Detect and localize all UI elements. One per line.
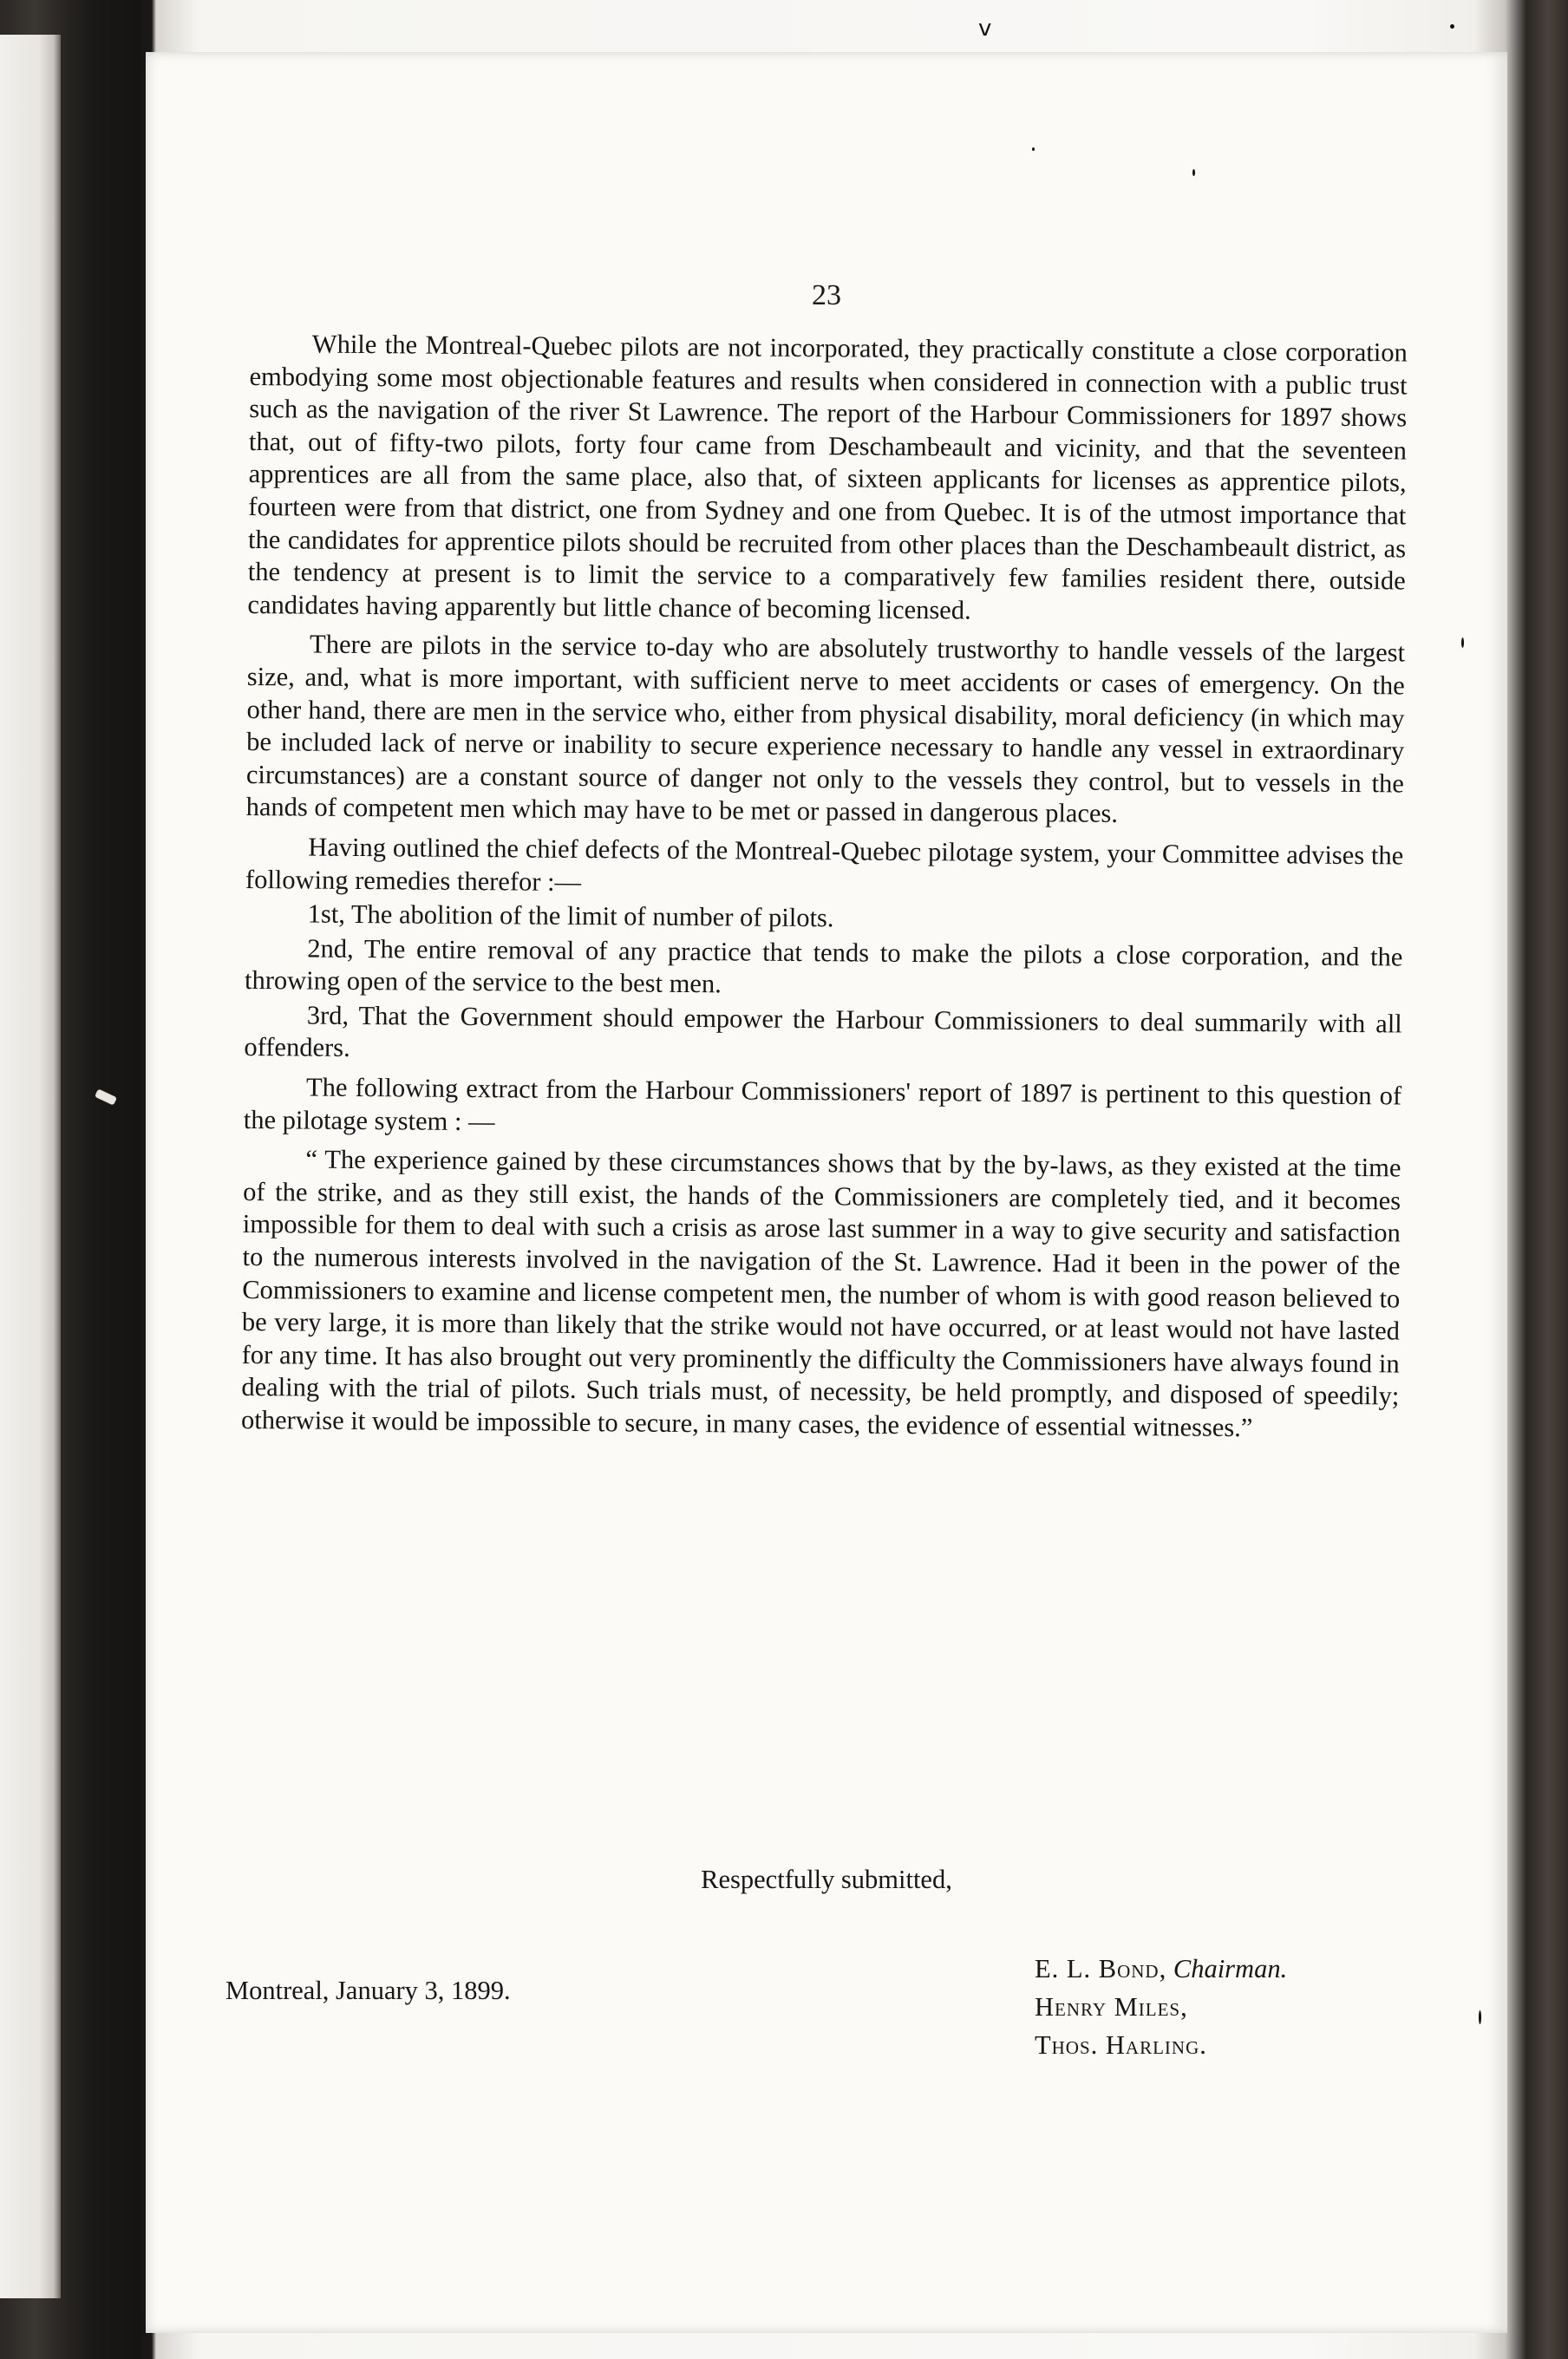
paragraph-pilots-corporation: While the Montreal-Quebec pilots are not incorporated, they practically constitute a close corporation embodying some most objectionable features and results when considered in connection with a public trust such as the navigation of the river St Lawrence. The report of the Harbour Commissioners for 1897 shows that, out of fifty-two pilots, forty four came from Deschambeault and vicinity, and that the seventeen apprentices are all from the same place, also that, of sixteen applicants for licenses as apprentice pilots, fourteen were from that district, one from Sydney and one from Quebec. It is of the utmost importance that the candidates for apprentice pilots should be recruited from other places than the Deschambeault district, as the tendency at present is to limit the service to a comparatively few families resident there, outside candidates having apparently but little chance of becoming licensed. bbox=[247, 329, 1408, 625]
remedy-item-2: 2nd, The entire removal of any practice that tends to make the pilots a close corporation, and the throwing open of the service to the best men. bbox=[244, 933, 1403, 999]
signatory-2 bbox=[1035, 1988, 1287, 2026]
remedy-item-1: 1st, The abolition of the limit of number of pilots. bbox=[307, 899, 834, 933]
dust-speck bbox=[1192, 169, 1195, 176]
document-page bbox=[146, 52, 1507, 2333]
date-line: Montreal, January 3, 1899. bbox=[225, 1976, 511, 2005]
page-edge-mark bbox=[95, 1088, 117, 1105]
body-text bbox=[241, 328, 1408, 1453]
signatory-name: Thos. Harling. bbox=[1035, 2030, 1207, 2060]
signatory-1 bbox=[1035, 1950, 1287, 1988]
paragraph-pilot-competence: There are pilots in the service to-day who are absolutely trustworthy to handle vessels of the largest size, and, what is more important, with sufficient nerve to meet accidents or cases of emergency. On the other hand, there are men in the service who, either from physical disability, moral deficiency (in which may be included lack of nerve or inability to secure experience necessary to handle any vessel in extraordinary circumstances) are a constant source of danger not only to the vessels they control, but to vessels in the hands of competent men which may have to be met or passed in dangerous places. bbox=[245, 629, 1406, 829]
dust-speck bbox=[1479, 2010, 1481, 2024]
closing-line: Respectfully submitted, bbox=[701, 1865, 952, 1894]
dust-speck bbox=[1450, 24, 1454, 29]
dust-speck bbox=[1032, 147, 1035, 151]
page-number: 23 bbox=[812, 279, 841, 311]
signatory-name: Henry Miles, bbox=[1035, 1992, 1188, 2022]
remedy-item-3: 3rd, That the Government should empower the Harbour Commissioners to deal summarily with all offenders. bbox=[244, 1000, 1402, 1063]
signatory-3 bbox=[1035, 2026, 1287, 2064]
top-margin-mark: v bbox=[978, 16, 992, 42]
paragraph-extract-intro: The following extract from the Harbour Commissioners' report of 1897 is pertinent to this question of the pilotage system : — bbox=[243, 1072, 1402, 1136]
adjacent-page-edge bbox=[0, 35, 61, 2298]
signatory-name: E. L. Bond, bbox=[1035, 1954, 1167, 1983]
paragraph-remedies-intro: Having outlined the chief defects of the Montreal-Quebec pilotage system, your Committee advises the following remedies therefor :— bbox=[245, 832, 1404, 897]
dust-speck bbox=[1461, 637, 1464, 648]
signatory-role: Chairman. bbox=[1173, 1954, 1288, 1983]
quoted-extract: “ The experience gained by these circumstances shows that by the by-laws, as they existed at the time of the strike, and as they still exist, the hands of the Commissioners are completely tied, and it becomes impossible for them to deal with such a crisis as arose last summer in a way to give security and satisfaction to the numerous interests involved in the navigation of the St. Lawrence. Had it been in the power of the Commissioners to examine and license competent men, the number of whom is with good reason believed to be very large, it is more than likely that the strike would not have occurred, or at least would not have lasted for any time. It has also brought out very prominently the difficulty the Commissioners have always found in dealing with the trial of pilots. Such trials must, of necessity, be held promptly, and disposed of speedily; otherwise it would be impossible to secure, in many cases, the evidence of essential witnesses.” bbox=[240, 1144, 1401, 1443]
signature-block bbox=[1035, 1950, 1287, 2064]
